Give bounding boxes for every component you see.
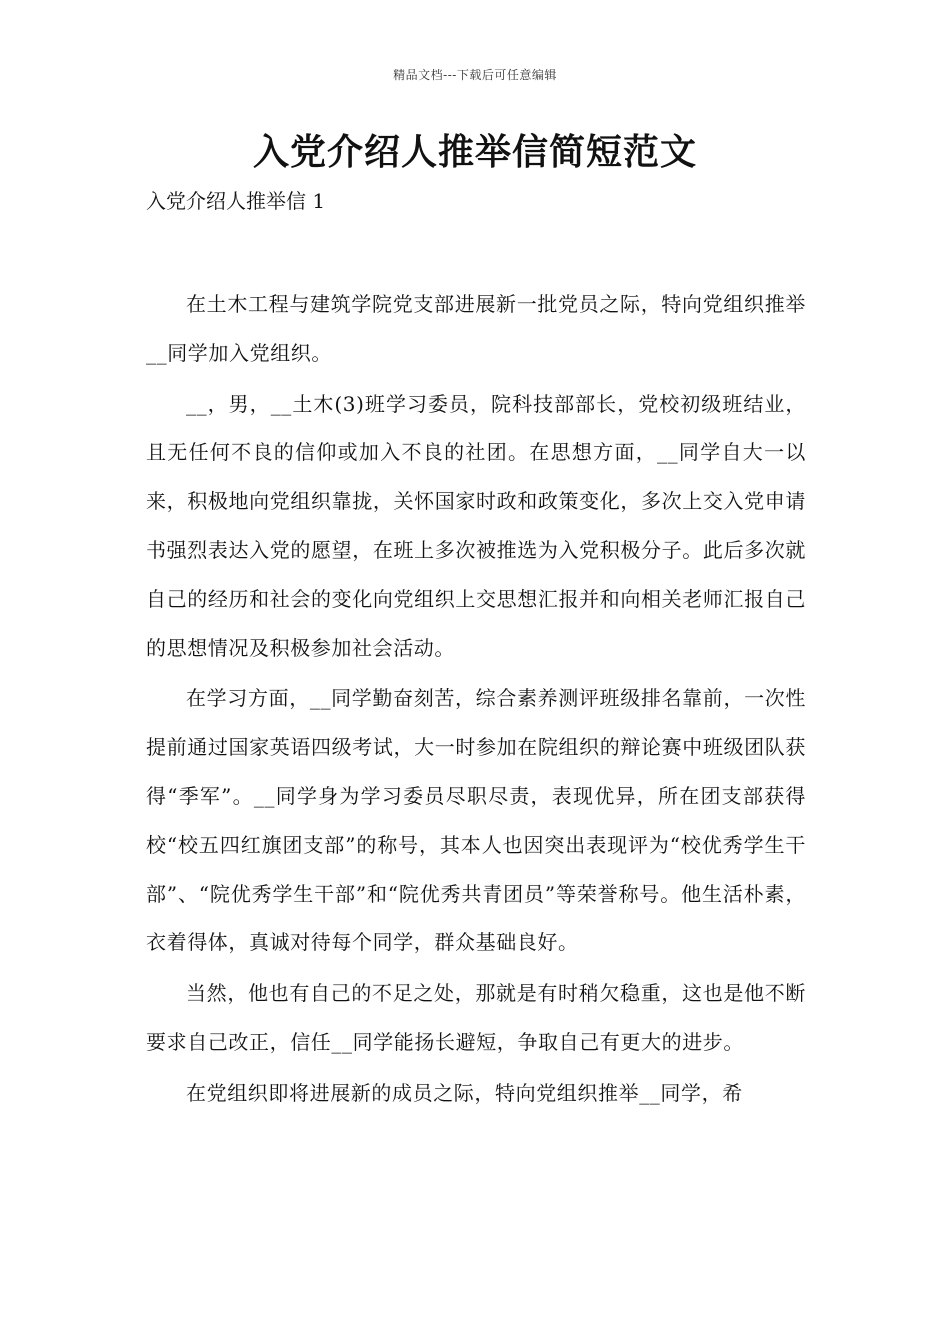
paragraph: 当然，他也有自己的不足之处，那就是有时稍欠稳重，这也是他不断要求自己改正，信任__同学能扬长避短，争取自己有更大的进步。: [146, 981, 806, 1054]
document-title: 入党介绍人推举信简短范文: [252, 131, 697, 173]
paragraph: 在党组织即将进展新的成员之际，特向党组织推举__同学，希: [186, 1080, 743, 1105]
letter-body: [146, 280, 806, 1120]
paragraph: __，男，__土木(3)班学习委员，院科技部部长，党校初级班结业，且无任何不良的信仰或加入不良的社团。在思想方面，__同学自大一以来，积极地向党组织靠拢，关怀国家时政和政策变化，多次上交入党申请书强烈表达入党的愿望，在班上多次被推选为入党积极分子。此后多次就自己的经历和社会的变化向党组织上交思想汇报并和向相关老师汇报自己的思想情况及积极参加社会活动。: [146, 391, 806, 660]
paragraph: 在土木工程与建筑学院党支部进展新一批党员之际，特向党组织推举__同学加入党组织。: [146, 292, 806, 365]
paragraph: 在学习方面，__同学勤奋刻苦，综合素养测评班级排名靠前，一次性提前通过国家英语四级考试，大一时参加在院组织的辩论赛中班级团队获得“季军”。__同学身为学习委员尽职尽责，表现优异，所在团支部获得校“校五四红旗团支部”的称号，其本人也因突出表现评为“校优秀学生干部”、“院优秀学生干部”和“院优秀共青团员”等荣誉称号。他生活朴素，衣着得体，真诚对待每个同学，群众基础良好。: [146, 686, 806, 955]
section-label: 入党介绍人推举信 1: [146, 189, 326, 213]
header-note: 精品文档---下载后可任意编辑: [393, 68, 557, 82]
